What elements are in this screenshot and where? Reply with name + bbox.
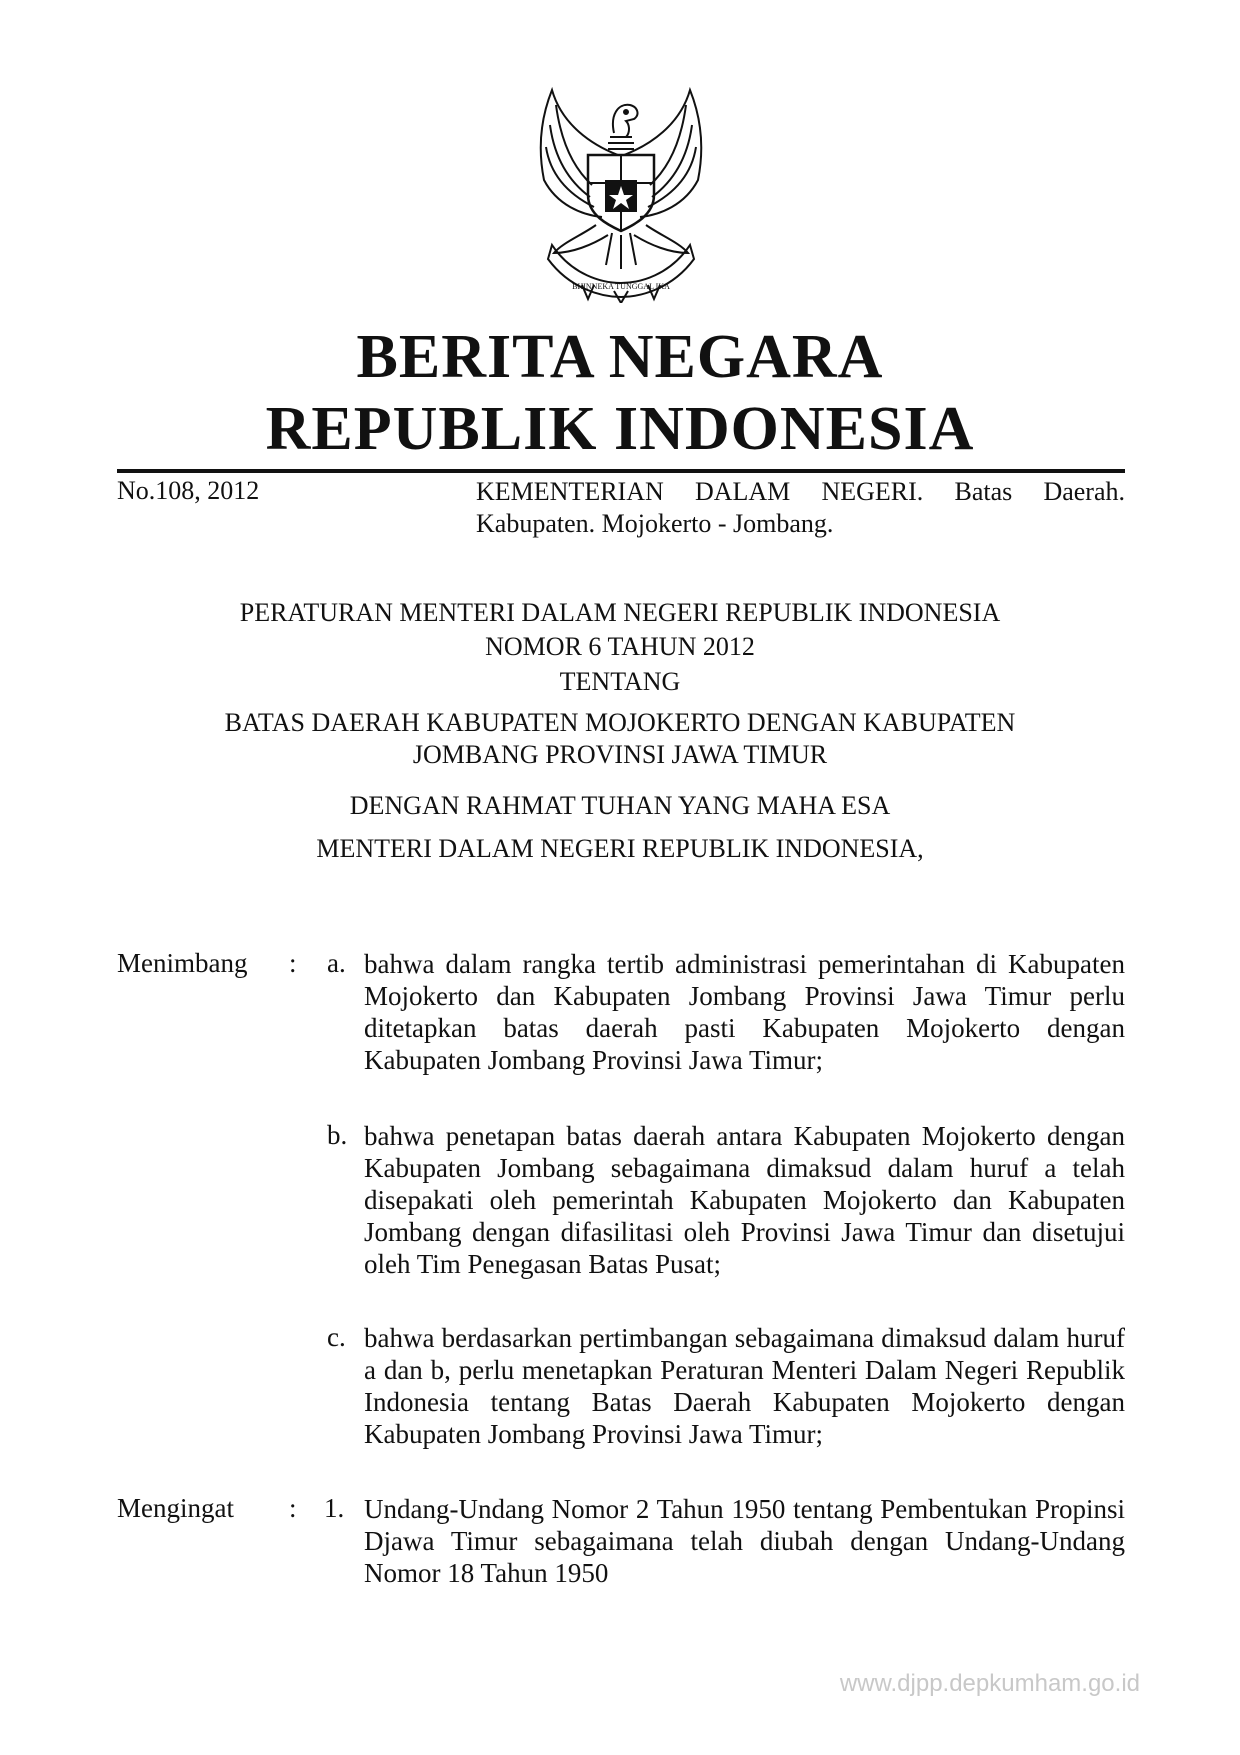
regulation-title-line2: JOMBANG PROVINSI JAWA TIMUR bbox=[412, 740, 828, 769]
masthead-title-line2: REPUBLIK INDONESIA bbox=[265, 395, 975, 463]
mengingat-colon: : bbox=[289, 1493, 297, 1523]
menimbang-marker-b: b. bbox=[327, 1120, 348, 1150]
source-watermark: www.djpp.depkumham.go.id bbox=[839, 1670, 1140, 1697]
masthead-title-line1: BERITA NEGARA bbox=[356, 323, 884, 391]
regulation-about: TENTANG bbox=[559, 667, 681, 696]
issue-number: No.108, 2012 bbox=[117, 476, 260, 505]
regulation-title bbox=[0, 707, 1240, 771]
garuda-emblem-icon bbox=[522, 85, 720, 303]
menimbang-marker-c: c. bbox=[327, 1322, 346, 1352]
mengingat-marker-1: 1. bbox=[324, 1493, 345, 1523]
menimbang-label: Menimbang bbox=[117, 948, 248, 978]
menimbang-item-b: bahwa penetapan batas daerah antara Kabupaten Mojokerto dengan Kabupaten Jombang sebagaimana dimaksud dalam huruf a telah disepakati oleh pemerintah Kabupaten Mojokerto dan Kabupaten Jombang dengan difasilitasi oleh Provinsi Jawa Timur dan disetujui oleh Tim Penegasan Batas Pusat; bbox=[364, 1121, 1125, 1279]
issuer-line: MENTERI DALAM NEGERI REPUBLIK INDONESIA, bbox=[316, 834, 924, 863]
issue-summary: KEMENTERIAN DALAM NEGERI. Batas Daerah. Kabupaten. Mojokerto - Jombang. bbox=[476, 477, 1125, 538]
regulation-number: NOMOR 6 TAHUN 2012 bbox=[485, 632, 755, 661]
motto-text: BHINNEKA TUNGGAL IKA bbox=[572, 282, 670, 291]
menimbang-marker-a: a. bbox=[327, 948, 346, 978]
mengingat-label: Mengingat bbox=[117, 1493, 234, 1523]
menimbang-item-c: bahwa berdasarkan pertimbangan sebagaimana dimaksud dalam huruf a dan b, perlu menetapkan Peraturan Menteri Dalam Negeri Republik Indonesia tentang Batas Daerah Kabupaten Mojokerto dengan Kabupaten Jombang Provinsi Jawa Timur; bbox=[364, 1323, 1125, 1449]
menimbang-item-a: bahwa dalam rangka tertib administrasi pemerintahan di Kabupaten Mojokerto dan Kabupaten Jombang Provinsi Jawa Timur perlu ditetapkan batas daerah pasti Kabupaten Mojokerto dengan Kabupaten Jombang Provinsi Jawa Timur; bbox=[364, 949, 1125, 1075]
regulation-heading: PERATURAN MENTERI DALAM NEGERI REPUBLIK INDONESIA bbox=[239, 598, 1001, 627]
menimbang-colon: : bbox=[289, 948, 297, 978]
mengingat-item-1: Undang-Undang Nomor 2 Tahun 1950 tentang Pembentukan Propinsi Djawa Timur sebagaimana telah diubah dengan Undang-Undang Nomor 18 Tahun 1950 bbox=[364, 1494, 1125, 1588]
masthead-divider bbox=[117, 469, 1125, 473]
blessing-line: DENGAN RAHMAT TUHAN YANG MAHA ESA bbox=[349, 791, 891, 820]
regulation-title-line1: BATAS DAERAH KABUPATEN MOJOKERTO DENGAN KABUPATEN bbox=[224, 708, 1016, 737]
